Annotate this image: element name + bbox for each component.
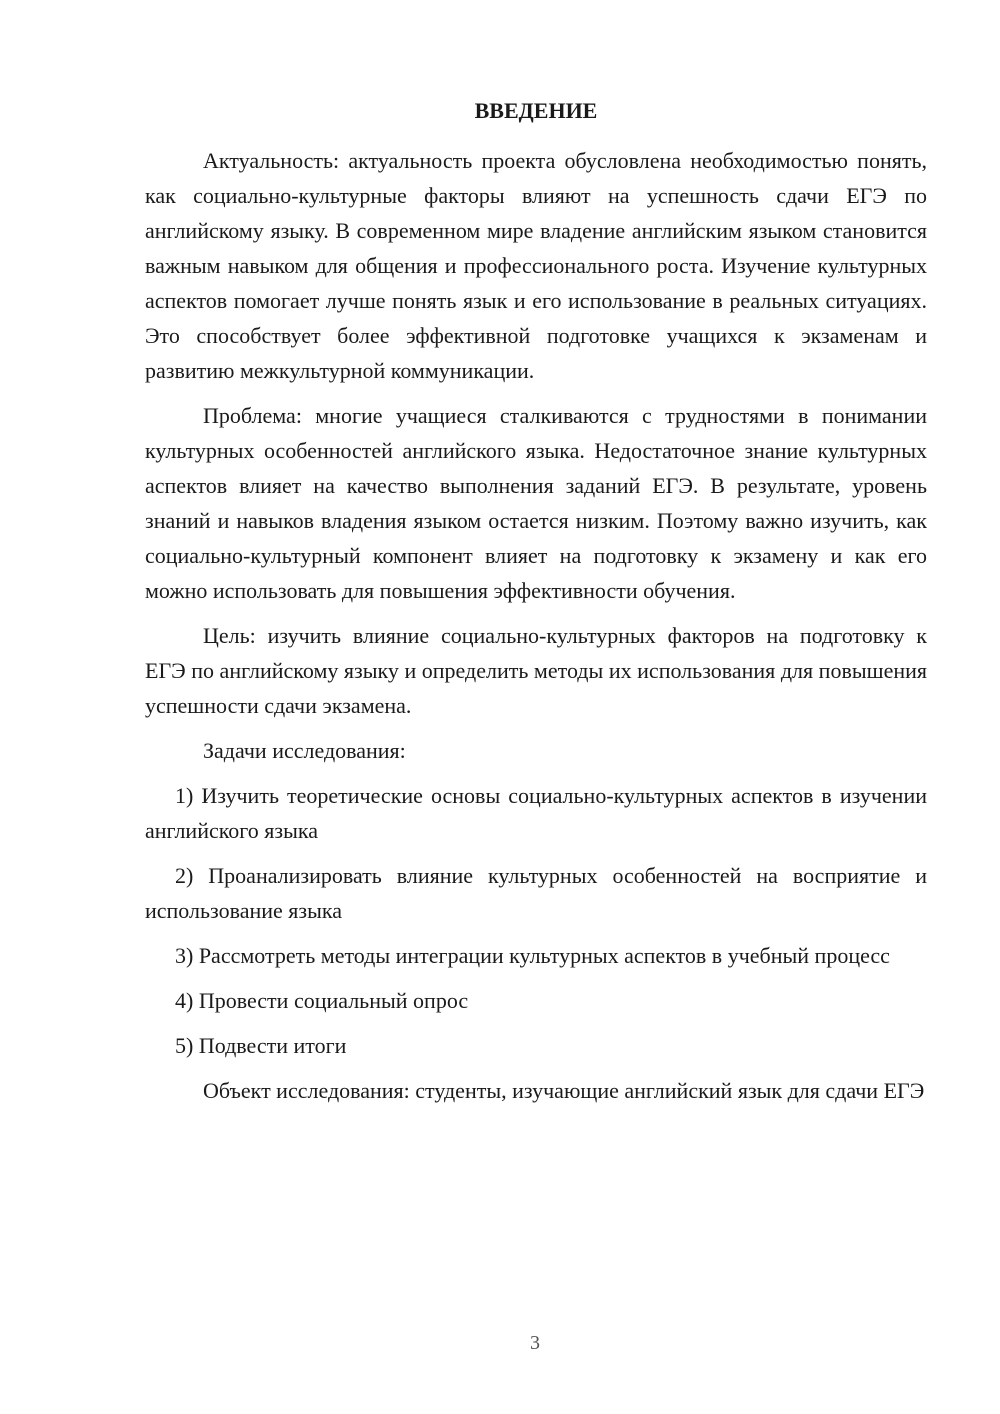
problem-paragraph: Проблема: многие учащиеся сталкиваются с трудностями в понимании культурных особенностей английского языка. Недостаточное знание культурных аспектов влияет на качество выполнения заданий ЕГЭ. В результате, уровень знаний и навыков владения языком остается низким. Поэтому важно изучить, как социально-культурный компонент влияет на подготовку к экзамену и как его можно использовать для повышения эффективности обучения. (145, 403, 927, 603)
goal-paragraph: Цель: изучить влияние социально-культурных факторов на подготовку к ЕГЭ по английскому языку и определить методы их использования для повышения успешности сдачи экзамена. (145, 623, 927, 718)
task-item: 5) Подвести итоги (175, 1033, 347, 1058)
task-item: 3) Рассмотреть методы интеграции культурных аспектов в учебный процесс (175, 943, 890, 968)
page-title: ВВЕДЕНИЕ (474, 98, 598, 123)
task-item: 1) Изучить теоретические основы социально-культурных аспектов в изучении английского языка (145, 783, 927, 843)
object-paragraph: Объект исследования: студенты, изучающие английский язык для сдачи ЕГЭ (203, 1078, 925, 1103)
task-item: 4) Провести социальный опрос (175, 988, 469, 1013)
relevance-paragraph: Актуальность: актуальность проекта обусловлена необходимостью понять, как социально-культурные факторы влияют на успешность сдачи ЕГЭ по английскому языку. В современном мире владение английским языком становится важным навыком для общения и профессионального роста. Изучение культурных аспектов помогает лучше понять язык и его использование в реальных ситуациях. Это способствует более эффективной подготовке учащихся к экзаменам и развитию межкультурной коммуникации. (145, 148, 927, 383)
document-page (145, 93, 927, 1118)
page-number: 3 (530, 1332, 540, 1354)
tasks-heading: Задачи исследования: (203, 738, 406, 763)
task-item: 2) Проанализировать влияние культурных особенностей на восприятие и использование языка (145, 863, 927, 923)
